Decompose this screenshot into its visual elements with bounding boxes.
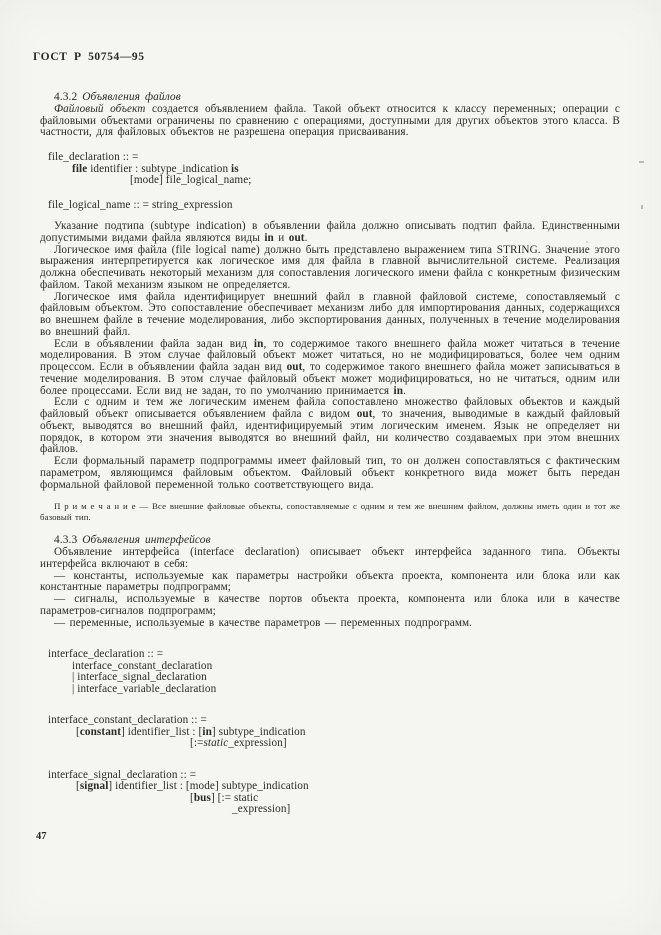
text-run: interface_constant_declaration (72, 659, 213, 672)
text-run: , то содержимое такого внешнего файла может записываться в течение моделирования. В этом случае файловый объект может модифицироваться, но не читаться, одним или более процессами. Если вид не задан, то по умолчанию принимается (40, 361, 620, 397)
standard-code-header: ГОСТ Р 50754—95 (33, 51, 145, 63)
syntax-line (232, 804, 620, 816)
paragraph (40, 221, 620, 245)
text-run: Файловый объект (54, 102, 146, 115)
text-run: static (203, 737, 229, 750)
paragraph (40, 456, 620, 491)
text-run: interface_constant_declaration :: = (48, 714, 207, 727)
text-run: _expression] (228, 737, 287, 750)
text-run: ] identifier_list : [ (121, 725, 203, 738)
text-run: Логическое имя файла (file logical name) должно быть представлено выражением типа STRING. Значение этого выражения интерпретируется как логическое имя для файла в главной вычислительной системе. Реализация должна обеспечивать некоторый механизм для сопоставления логического имени файла с конкретным физическим файлом. Такой механизм языком не определяется. (40, 243, 620, 291)
paragraph (40, 339, 620, 398)
text-run: — сигналы, используемые в качестве портов объекта проекта, компонента или блока или в качестве параметров-сигналов подпрограмм; (40, 593, 620, 617)
syntax-line (72, 684, 620, 696)
text-run: identifier : subtype_indication (87, 162, 232, 175)
page-number: 47 (36, 831, 47, 842)
text-run: file_declaration :: = (48, 151, 139, 163)
text-run: Указание подтипа (subtype indication) в объявлении файла должно описывать подтип файла. Единственными допустимыми видами файла являются виды (40, 220, 620, 244)
text-run: constant (79, 725, 122, 738)
syntax-line (48, 200, 620, 212)
text-run: и (273, 231, 289, 244)
syntax-block (40, 715, 620, 750)
paragraph (40, 397, 620, 456)
text-run: Логическое имя файла идентифицирует внешний файл в главной файловой системе, сопоставляемый с файловым объектом. Это сопоставление обеспечивает механизм либо для импортирования данных, содержащихся во внешнем файле в течение моделирования, либо экспортирования данных, полученных в течение моделирования во внешний файл. (40, 290, 620, 338)
text-run: out (286, 361, 303, 373)
text-run: Объявление интерфейса (interface declaration) описывает объект интерфейса заданного типа. Объекты интерфейса включают в себя: (40, 546, 620, 570)
syntax-line (190, 738, 620, 750)
text-run: in (393, 384, 404, 397)
text-run: ] [:= static (210, 791, 259, 804)
text-run: [ (76, 725, 80, 738)
syntax-line (76, 727, 620, 739)
text-run: ] subtype_indication (211, 725, 306, 738)
text-run: signal (79, 780, 109, 793)
paragraph (40, 571, 620, 595)
paragraph (40, 547, 620, 571)
text-run: Объявления файлов (82, 91, 181, 103)
text-run: [mode] file_logical_name; (130, 174, 252, 186)
syntax-line (76, 781, 620, 793)
syntax-block (40, 200, 620, 212)
text-run: | interface_variable_declaration (72, 682, 217, 695)
text-run: Объявления интерфейсов (82, 534, 211, 547)
scan-speck (586, 241, 588, 243)
scan-speck (641, 205, 643, 209)
scan-speck (639, 161, 644, 163)
text-run: is (231, 162, 239, 175)
text-run: — переменные, используемые в качестве параметров — переменных подпрограмм. (54, 616, 473, 629)
syntax-block (40, 649, 620, 695)
paragraph (40, 104, 620, 139)
text-run: file_logical_name :: = string_expression (48, 198, 233, 211)
text-run: П р и м е ч а н и е — Все внешние файловые объекты, сопоставляемые с одним и тем же внешним файлом, должны иметь один и тот же базовый тип. (40, 501, 620, 522)
text-run: . (304, 231, 308, 244)
text-run: _expression] (232, 803, 291, 816)
text-run: , то значения, выводимые в каждый файловый объект, выводятся во внешний файл, идентифицируемый этим логическим именем. Язык не определяет ни порядок, в котором эти значения выводятся во внешний файл, ни количество создаваемых при этом внешних файлов. (40, 408, 621, 456)
text-run: [ (190, 791, 194, 804)
paragraph (40, 594, 620, 618)
text-run: Если в объявлении файла задан вид (54, 337, 254, 350)
text-run: — константы, используемые как параметры настройки объекта проекта, компонента или блока или как константные параметры подпрограмм; (40, 569, 620, 594)
text-run: out (356, 408, 373, 420)
text-run: , то содержимое такого внешнего файла может читаться в течение моделирования. В этом случае файловый объект может читаться, но не модифицироваться, более чем одним процессом. Если в объявлении файла задан вид (40, 337, 620, 373)
text-run: [ (76, 780, 80, 793)
text-run: in (202, 725, 212, 738)
text-run: 4.3.3 (54, 534, 83, 547)
paragraph (40, 292, 620, 339)
text-run: ] identifier_list : [mode] subtype_indication (108, 780, 309, 793)
note-paragraph (40, 501, 620, 522)
paragraph (40, 618, 620, 630)
text-run: Если с одним и тем же логическим именем файла сопоставлено множество файловых объектов и каждый файловый объект описывается объявлением файла с видом (40, 396, 620, 420)
text-run: out (288, 231, 305, 244)
text-run: . (403, 384, 406, 397)
syntax-block (40, 152, 620, 187)
text-run: interface_signal_declaration :: = (48, 768, 197, 781)
text-run: in (253, 337, 264, 350)
paragraph (40, 245, 620, 292)
document-content (40, 92, 620, 816)
text-run: file (72, 162, 88, 175)
text-run: Если формальный параметр подпрограммы имеет файловый тип, то он должен сопоставляться с фактическим параметром, являющимся файловым объектом. Файловый объект конкретного вида может быть передан формальной файловой переменной только соответствующего вида. (40, 455, 620, 491)
text-run: | interface_signal_declaration (72, 671, 207, 684)
text-run: [:= (190, 737, 204, 750)
text-run: in (264, 231, 274, 244)
text-run: interface_declaration :: = (48, 648, 164, 661)
text-run: 4.3.2 (54, 91, 83, 103)
text-run: bus (193, 791, 211, 804)
text-run: создается объявлением файла. Такой объект относится к классу переменных; операции с файловыми объектами ограничены по сравнению с операциями, доступными для других объектов этого класса. В частности, для файловых объектов не разрешена операция присваивания. (40, 102, 620, 139)
syntax-block (40, 770, 620, 816)
syntax-line (130, 175, 620, 187)
